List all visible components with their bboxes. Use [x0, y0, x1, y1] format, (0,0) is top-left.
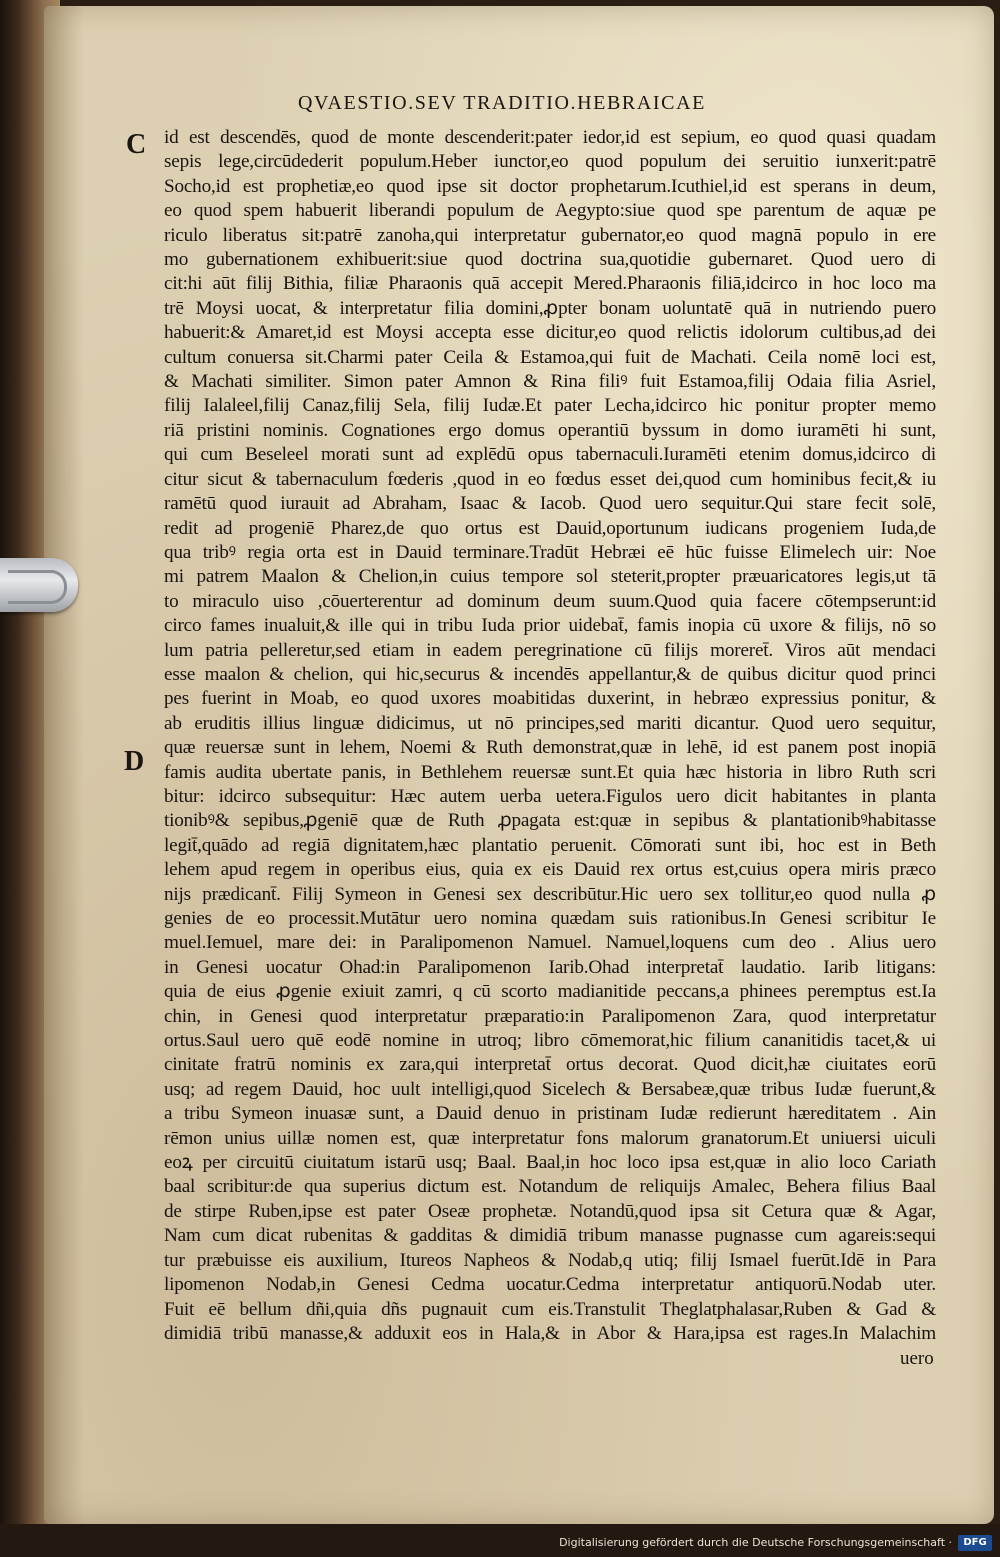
text-line: genies de eo processit.Mutātur uero nomina quædam suis rationibus.In Genesi scribitur Ie — [164, 908, 936, 929]
text-line: ortus.Saul uero quē eodē nomine in utroq; libro cōmemorat,hic filium cananitidis tacet,& ui — [164, 1030, 936, 1052]
digitization-footer — [0, 1524, 1000, 1557]
section-marker-d: D — [124, 746, 145, 777]
funding-credit: Digitalisierung gefördert durch die Deutsche Forschungsgemeinschaft · — [559, 1536, 952, 1549]
text-line: lehem apud regem in operibus eius, quia ex eis Dauid rex ortus est,cuius opera miris præco — [164, 859, 936, 881]
text-line: pes fuerint in Moab, eo quod uxores moabitidas duxerint, in hebræo expressius ponitur, & — [164, 688, 936, 710]
text-line: habuerit:& Amaret,id est Moysi accepta esse dicitur,eo quod relictis idolorum cultibus,ad dei — [164, 322, 936, 344]
text-line: legit̄,quādo ad regiā dignitatem,hæc plantatio peruenit. Cōmorati sunt ibi, hoc est in Beth — [164, 834, 936, 856]
section-marker-c: C — [126, 129, 147, 160]
text-line: redit ad progeniē Pharez,de quo ortus est Dauid,oportunum iudicans progeniem Iuda,de — [164, 517, 936, 539]
text-line: a tribu Symeon inuasæ sunt, a Dauid denuo in pristinam Iudæ redierunt hæreditatem . Ain — [164, 1103, 936, 1125]
text-line: trē Moysi uocat, & interpretatur filia domini,ꝓpter bonam uoluntatē quā in nutriendo puero — [164, 297, 936, 319]
text-line: tur præbuisse eis auxilium, Itureos Napheos & Nodab,q utiq; filij Ismael fuerūt.Idē in Para — [164, 1249, 936, 1271]
text-line: circo fames inualuit,& ille qui in tribu Iuda prior uidebat̄, famis inopia cū uxore & filijs, nō so — [164, 615, 936, 637]
text-line: riculo liberatus sit:patrē zanoha,qui interpretatur gubernator,eo quod magnā populo in ere — [164, 224, 936, 246]
text-line: muel.Iemuel, mare dei: in Paralipomenon Namuel. Namuel,loquens cum deo . Alius uero — [164, 932, 936, 954]
page-clip — [0, 558, 78, 612]
text-line: cultum conuersa sit.Charmi pater Ceila & Estamoa,qui fuit de Machati. Ceila nomē loci est, — [164, 346, 936, 368]
text-line: lum patria pelleretur,sed etiam in eadem peregrinatione cū filijs moreret̄. Viros aūt mendaci — [164, 639, 936, 661]
catchword: uero — [900, 1348, 934, 1369]
text-line: id est descendēs, quod de monte descenderit:pater iedor,id est sepium, eo quod quasi quadam — [164, 127, 936, 148]
text-line: ab eruditis illius linguæ didicimus, ut nō principes,sed mariti dicantur. Quod uero sequitur, — [164, 712, 936, 734]
text-line: sepis lege,circūdederit populum.Heber iunctor,eo quod populum dei seruitio iunxerit:patrē — [164, 151, 936, 173]
text-line: dimidiā tribū manasse,& adduxit eos in Hala,& in Abor & Hara,ipsa est rages.In Malachim — [164, 1322, 936, 1344]
text-line: de stirpe Ruben,ipse est pater Oseæ prophetæ. Notandū,quod ipsa sit Cetura quæ & Agar, — [164, 1200, 936, 1222]
text-line: Fuit eē bellum dñi,quia dñs pugnauit cum eis.Transtulit Theglatphalasar,Ruben & Gad & — [164, 1298, 936, 1320]
text-line: & Machati similiter. Simon pater Amnon & Rina filiꝰ fuit Estamoa,filij Odaia filia Asriel, — [164, 371, 936, 393]
text-line: mi patrem Maalon & Chelion,in cuius tempore sol steterit,propter præuaricatores legis,ut tā — [164, 566, 936, 588]
text-line: quia de eius ꝓgenie exiuit zamri, q cū scorto madianitide peccans,a phinees peremptus est.Ia — [164, 981, 936, 1003]
text-line: lipomenon Nodab,in Genesi Cedma uocatur.Cedma interpretatur antiquorū.Nodab uter. — [164, 1274, 936, 1296]
text-line: Socho,id est prophetiæ,eo quod ipse sit doctor prophetarum.Icuthiel,id est sperans in deum, — [164, 175, 936, 197]
text-line: nijs prædicant̄. Filij Symeon in Genesi sex describūtur.Hic uero sex tollitur,eo quod nulla ꝓ — [164, 883, 936, 905]
text-line: cit:hi aūt filij Bithia, filiæ Pharaonis quā accepit Mered.Pharaonis filiā,idcirco in hoc loco ma — [164, 273, 936, 295]
text-line: qua tribꝰ regia orta est in Dauid terminare.Tradūt Hebræi eē hūc fuisse Elimelech uir: Noe — [164, 541, 936, 563]
text-line: eo quod spem habuerit liberandi populum de Aegypto:siue quod spe parentum de aquæ pe — [164, 200, 936, 222]
text-line: mo gubernationem exhibuerit:siue quod doctrina sua,quotidie gubernaret. Quod uero di — [164, 249, 936, 271]
running-head: QVAESTIO.SEV TRADITIO.HEBRAICAE — [298, 92, 706, 114]
text-line: ramētū quod iurauit ad Abraham, Isaac & Iacob. Quod uero sequitur.Qui stare fecit solē, — [164, 493, 936, 515]
text-line: tionibꝰ& sepibus,ꝓgeniē quæ de Ruth ꝓpagata est:quæ in sepibus & plantationibꝰhabitasse — [164, 810, 936, 832]
dfg-logo: DFG — [958, 1535, 992, 1551]
text-line: citur sicut & tabernaculum fœderis ,quod in eo fœdus esset dei,quod cum hominibus fecit,& iu — [164, 468, 936, 490]
text-line: to miraculo uiso ,cōuerterentur ad dominum deum suum.Quod quia facere cōtempserunt:id — [164, 590, 936, 612]
text-line: in Genesi uocatur Ohad:in Paralipomenon Iarib.Ohad interpretat̄ laudatio. Iarib litigans: — [164, 956, 936, 978]
text-line: famis audita ubertate panis, in Bethlehem reuersæ sunt.Et quia hæc historia in libro Ruth scri — [164, 761, 936, 783]
text-line: riā pristini nominis. Cognationes ergo domus operantiū byssum in domo iuramēti hi sunt, — [164, 419, 936, 441]
text-line: filij Ialaleel,filij Canaz,filij Sela, filij Iudæ.Et pater Lecha,idcirco hic ponitur propter memo — [164, 395, 936, 417]
text-line: qui cum Beseleel morati sunt ad explēdū opus tabernaculi.Iuramēti etenim domus,idcirco di — [164, 444, 936, 466]
text-line: usq; ad regem Dauid, hoc uult intelligi,quod Sicelech & Bersabeæ,quæ tribus Iudæ fuerunt,& — [164, 1078, 936, 1100]
text-line: eoꝝ per circuitū ciuitatum istarū usq; Baal. Baal,in hoc loco ipsa est,quæ in alio loco Cariath — [164, 1152, 936, 1174]
text-line: esse maalon & chelion, qui hic,securus & incendēs appellantur,& de quibus dicitur quod princi — [164, 663, 936, 685]
text-line: Nam cum dicat rubenitas & gadditas & dimidiā tribum manasse pugnasse cum agareis:sequi — [164, 1225, 936, 1247]
text-line: baal scribitur:de qua superius dictum est. Notandum de reliquijs Amalec, Behera filius Baal — [164, 1176, 936, 1198]
body-text — [164, 126, 936, 1346]
text-line: rēmon unius uillæ nomen est, quæ interpretatur fons malorum granatorum.Et uniuersi uiculi — [164, 1127, 936, 1149]
text-line: quæ reuersæ sunt in lehem, Noemi & Ruth demonstrat,quæ in lehē, id est panem post inopiā — [164, 737, 936, 759]
text-line: cinitate fratrū nominis ex zara,qui interpretat̄ ortus decorat. Quod dicit,hæ ciuitates eorū — [164, 1054, 936, 1076]
text-line: bitur: idcirco subsequitur: Hæc autem uerba uetera.Figulos uero dicit habitantes in planta — [164, 785, 936, 807]
text-line: chin, in Genesi quod interpretatur præparatio:in Paralipomenon Zara, quod interpretatur — [164, 1005, 936, 1027]
